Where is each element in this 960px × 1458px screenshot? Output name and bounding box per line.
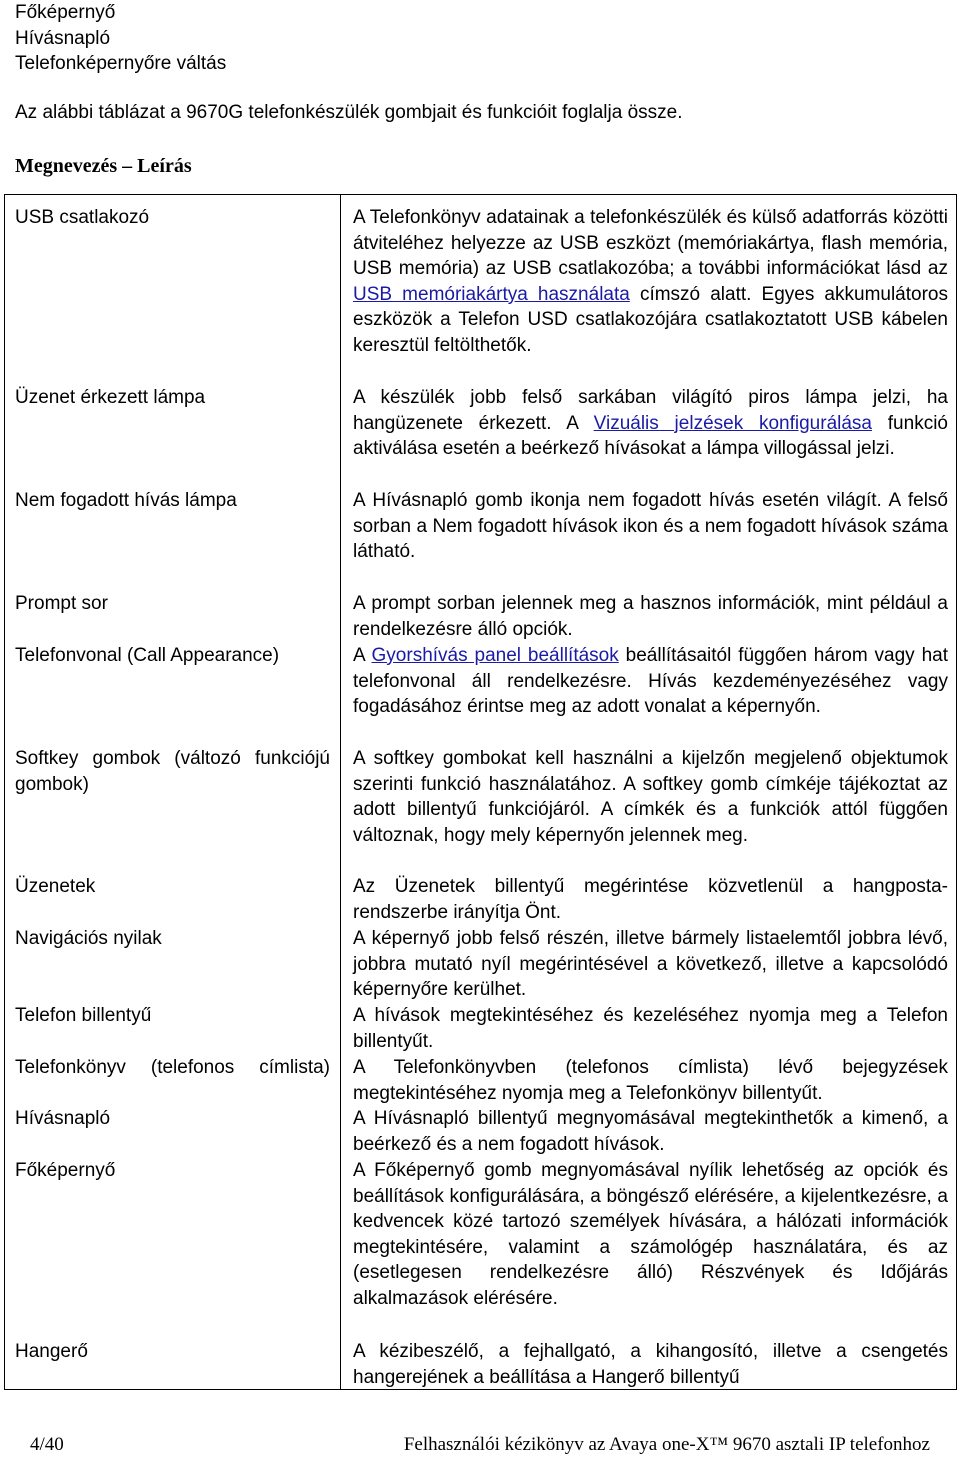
desc-prompt-line: A prompt sorban jelennek meg a hasznos információk, mint például a rendelkezésre álló opciók. (353, 593, 948, 640)
desc-home: A Főképernyő gomb megnyomásával nyílik lehetőség az opciók és beállítások konfigurálására, a böngésző elérésére, a kijelentkezésre, a kedvencek közé tartozó személyek hívására, a hálózati információk megtekintésére, valamint a számológép használatára, és az (esetlegesen rendelkezésre álló) Részvények és Időjárás alkalmazások elérésére. (353, 1160, 948, 1309)
desc-navigation-arrows: A képernyő jobb felső részén, illetve bármely listaelemtől jobbra lévő, jobbra mutató nyíl megérintésével a következő, illetve a kapcsolódó képernyőre kerülhet. (353, 928, 948, 1001)
term-phone-key: Telefon billentyű (15, 1005, 152, 1026)
link-visual-alerts[interactable]: Vizuális jelzések konfigurálása (593, 412, 872, 434)
desc-contacts: A Telefonkönyvben (telefonos címlista) lévő bejegyzések megtekintéséhez nyomja meg a Telefonkönyv billentyűt. (353, 1057, 948, 1104)
link-speed-dial-settings[interactable]: Gyorshívás panel beállítások (371, 645, 619, 666)
desc-missed-call-lamp: A Hívásnapló gomb ikonja nem fogadott hívás esetén világít. A felső sorban a Nem fogadott hívások ikon és a nem fogadott hívások száma látható. (353, 490, 948, 563)
intro-link-call-log[interactable]: Hívásnapló (15, 27, 111, 49)
term-usb-connector: USB csatlakozó (15, 207, 150, 228)
desc-messages: Az Üzenetek billentyű megérintése közvetlenül a hangposta-rendszerbe irányítja Önt. (353, 876, 948, 923)
desc-message-lamp: A készülék jobb felső sarkában világító piros lámpa jelzi, ha hangüzenete érkezett. A Vizuális jelzések konfigurálása funkció aktiválása esetén a beérkező hívásokat a lámpa villogással jelzi. (353, 387, 948, 460)
term-call-appearance: Telefonvonal (Call Appearance) (15, 645, 280, 666)
term-missed-call-lamp: Nem fogadott hívás lámpa (15, 490, 237, 511)
term-prompt-line: Prompt sor (15, 593, 108, 614)
desc-phone-key: A hívások megtekintéséhez és kezeléséhez nyomja meg a Telefon billentyűt. (353, 1005, 948, 1052)
term-navigation-arrows: Navigációs nyilak (15, 928, 162, 949)
table-column-divider (340, 194, 341, 1390)
term-contacts: Telefonkönyv (telefonos címlista) (15, 1057, 330, 1078)
desc-volume: A kézibeszélő, a fejhallgató, a kihangosító, illetve a csengetés hangerejének a beállítása a Hangerő billentyű (353, 1341, 948, 1388)
desc-softkeys: A softkey gombokat kell használni a kijelzőn megjelenő objektumok szerinti funkció használatához. A softkey gomb címkéje tájékoztat az adott billentyű funkciójáról. A címkék és a funkciók attól függően változnak, hogy mely képernyőn jelennek meg. (353, 748, 948, 846)
link-usb-memory-card[interactable]: USB memóriakártya használata (353, 283, 630, 305)
desc-call-log: A Hívásnapló billentyű megnyomásával megtekinthetők a kimenő, a beérkező és a nem fogadott hívások. (353, 1108, 948, 1155)
footer-page-number: 4/40 (30, 1434, 64, 1455)
footer-manual-title: Felhasználói kézikönyv az Avaya one-X™ 9670 asztali IP telefonhoz (403, 1434, 930, 1455)
intro-links (15, 0, 226, 77)
table-heading: Megnevezés – Leírás (15, 155, 192, 177)
desc-usb-connector: A Telefonkönyv adatainak a telefonkészülék és külső adatforrás közötti átviteléhez helyezze az USB eszközt (memóriakártya, flash memória, USB memória) az USB csatlakozóba; a további információkat lásd az USB memóriakártya használata címszó alatt. Egyes akkumulátoros eszközök a Telefon USD csatlakozójára csatlakoztatott USB kábelen keresztül feltölthetők. (353, 207, 948, 356)
summary-text: Az alábbi táblázat a 9670G telefonkészülék gombjait és funkcióit foglalja össze. (15, 102, 683, 123)
term-message-lamp: Üzenet érkezett lámpa (15, 387, 206, 408)
intro-link-phone-screen[interactable]: Telefonképernyőre váltás (15, 53, 227, 75)
term-call-log: Hívásnapló (15, 1108, 111, 1129)
term-messages: Üzenetek (15, 876, 96, 897)
intro-link-home[interactable]: Főképernyő (15, 2, 116, 23)
term-home: Főképernyő (15, 1160, 116, 1181)
desc-call-appearance: A Gyorshívás panel beállítások beállításaitól függően három vagy hat telefonvonal áll rendelkezésre. Hívás kezdeményezéséhez vagy fogadásához érintse meg az adott vonalat a képernyőn. (353, 645, 948, 718)
term-volume: Hangerő (15, 1341, 88, 1362)
term-softkeys: Softkey gombok (változó funkciójú gombok) (15, 748, 330, 795)
